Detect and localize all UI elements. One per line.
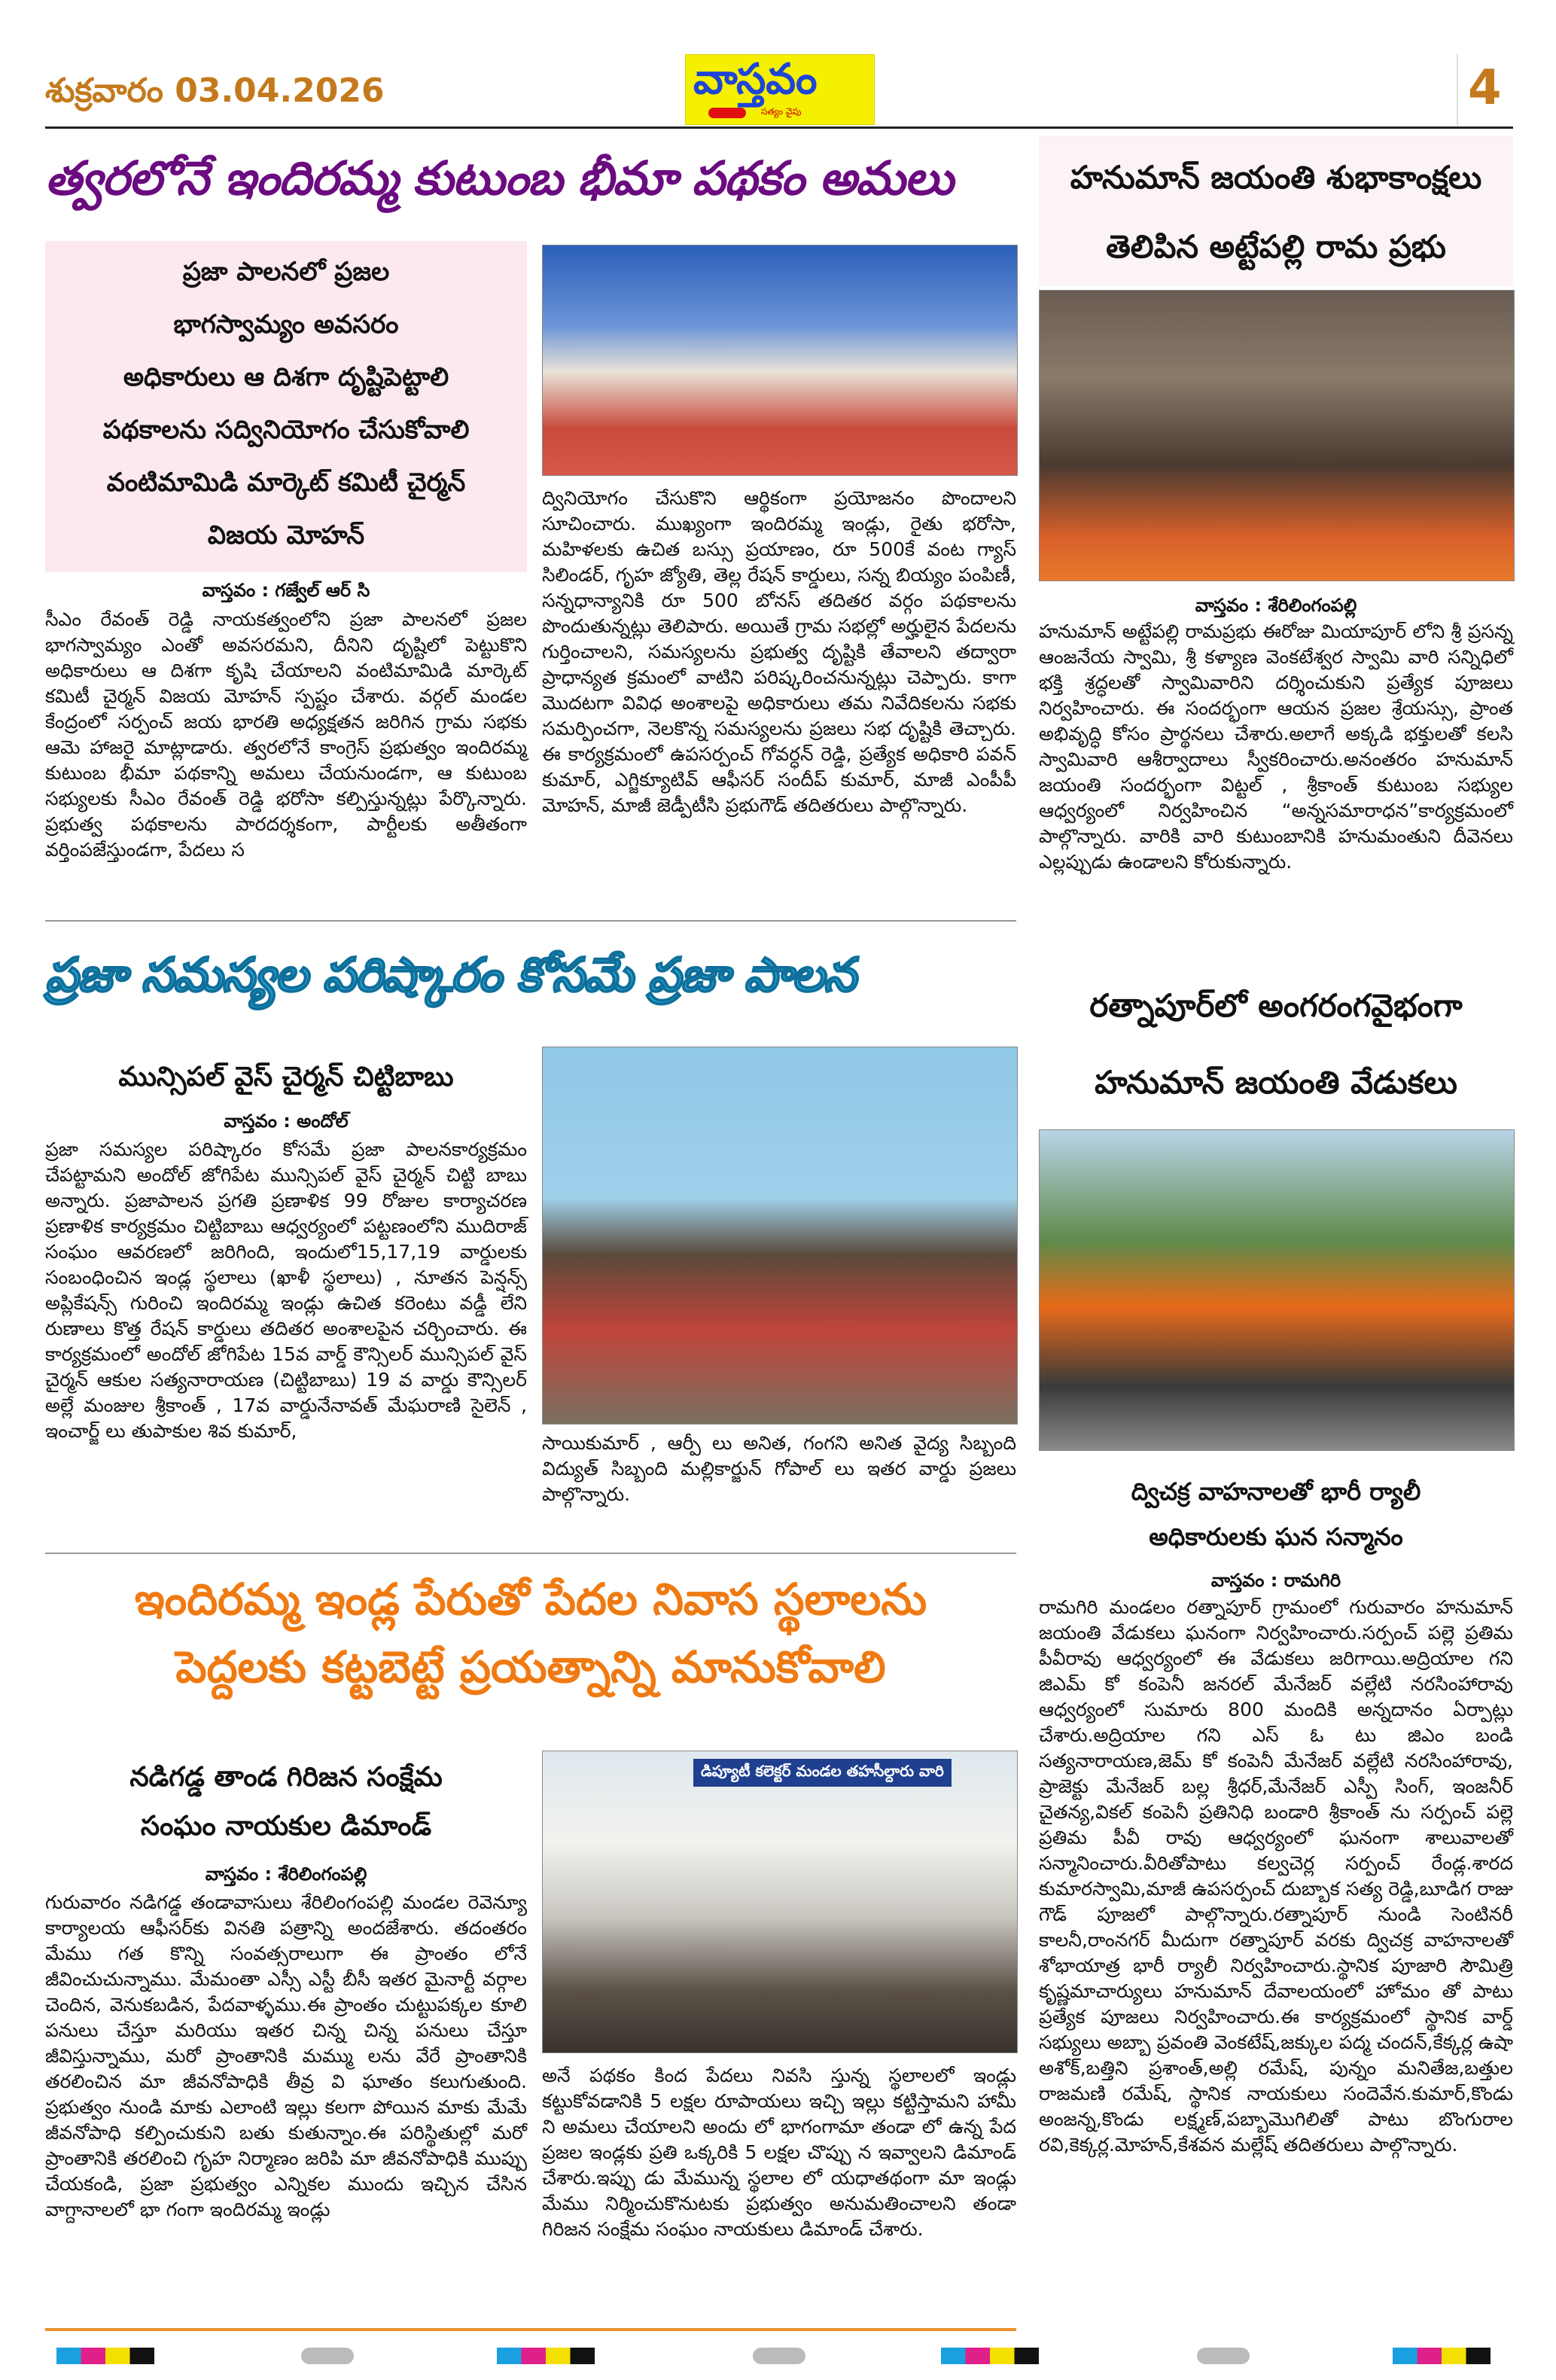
right1-headline-line1: హనుమాన్ జయంతి శుభాకాంక్షలు [1070, 159, 1482, 196]
right1-byline: వాస్తవం : శేరిలింగంపల్లి [1195, 595, 1357, 616]
story2-body-col1: ప్రజా సమస్యల పరిష్కారం కోసమే ప్రజా పాలనకార్యక్రమం చేపట్టామని అందోల్ జోగిపేట మున్సిపల్ వైస్ చైర్మన్ చిట్టి బాబు అన్నారు. ప్రజాపాలన ప్రగతి ప్రణాళిక 99 రోజుల కార్యాచరణ ప్రణాళిక కార్యక్రమం చిట్టిబాబు ఆధ్వర్యంలో పట్టణంలోని ముదిరాజ్ సంఘం ఆవరణలో జరిగింది, ఇందులో15,17,19 వార్డులకు సంబంధించిన ఇండ్ల స్థలాలు (ఖాళీ స్థలాలు) , నూతన పెన్షన్స్ అప్లికేషన్స్ గురించి ఇందిరమ్మ ఇండ్లు ఉచిత కరెంటు వడ్డీ లేని రుణాలు కొత్త రేషన్ కార్డులు తదితర అంశాలపైన చర్చించారు. ఈ కార్యక్రమంలో అందోల్ జోగిపేట 15వ వార్డ్ కౌన్సిలర్ మున్సిపల్ వైస్ చైర్మన్ ఆకుల సత్యనారాయణ (చిట్టిబాబు) 19 వ వార్డు కౌన్సిలర్ అల్లే మంజుల శ్రీకాంత్ , 17వ వార్డునేనావత్ మేఘరాణి సైలెన్ , ఇంచార్జ్ లు తుపాకుల శివ కుమార్, [45, 1138, 527, 1442]
right1-headline-line2: తెలిపిన అట్టేపల్లి రామ ప్రభు [1106, 228, 1446, 265]
right2-byline: వాస్తవం : రామగిరి [1210, 1570, 1341, 1591]
highlight-line: వంటిమామిడి మార్కెట్ కమిటీ చైర్మన్ [106, 468, 466, 498]
story2-headline: ప్రజా సమస్యల పరిష్కారం కోసమే ప్రజా పాలన [45, 947, 856, 1002]
right1-photo [1039, 290, 1515, 581]
logo-tagline: సత్యం వైపు [761, 106, 802, 117]
section-divider [45, 920, 1016, 922]
story2-byline: వాస్తవం : అందోల్ [224, 1111, 349, 1132]
story1-byline: వాస్తవం : గజ్వేల్ ఆర్ సి [202, 580, 370, 601]
pen-icon [708, 108, 746, 118]
section-divider [45, 1553, 1016, 1554]
office-signboard: డిప్యూటీ కలెక్టర్ మండల తహసీల్దారు వారి [693, 1759, 952, 1787]
footer-rule [45, 2328, 1016, 2331]
story3-headline-line1: ఇందిరమ్మ ఇండ్ల పేరుతో పేదల నివాస స్థలాలను [134, 1574, 927, 1625]
story3-body-col2: అనే పథకం కింద పేదలు నివసి స్తున్న స్థలాలలో ఇండ్లు కట్టుకోవడానికి 5 లక్షల రూపాయలు ఇచ్చి ఇల్లు కట్టిస్తామని హామీ ని అమలు చేయాలని అందు లో భాగంగామా తండా లో ఉన్న పేద ప్రజల ఇండ్లకు ప్రతి ఒక్కరికి 5 లక్షల చొప్పు న ఇవ్వాలని డిమాండ్ చేశారు.ఇప్పు డు మేమున్న స్థలాల లో యధాతథంగా మా ఇండ్లు మేము నిర్మించుకొనుటకు ప్రభుత్వం అనుమతించాలని తండా గిరిజన సంక్షేమ సంఘం నాయకులు డిమాండ్ చేశారు. [542, 2065, 1016, 2240]
logo-text: వాస్తవం [693, 55, 818, 104]
right2-photo-bike-rally [1039, 1129, 1515, 1451]
story3-subhead-line1: నడిగడ్డ తాండ గిరిజన సంక్షేమ [129, 1762, 443, 1793]
story2-subhead: మున్సిపల్ వైస్ చైర్మన్ చిట్టిబాబు [118, 1062, 454, 1092]
story2-photo-caption: సాయికుమార్ , ఆర్పీ లు అనిత, గంగని అనిత వైద్య సిబ్బంది విద్యుత్ సిబ్బంది మల్లికార్జున్ గోపాల్ లు ఇతర వార్డు ప్రజలు పాల్గొన్నారు. [542, 1432, 1016, 1505]
story3-byline: వాస్తవం : శేరిలింగంపల్లి [205, 1863, 367, 1885]
registration-color-bar [497, 2348, 595, 2364]
newspaper-logo [685, 54, 875, 125]
highlight-line: అధికారులు ఆ దిశగా దృష్టిపెట్టాలి [123, 362, 449, 392]
story1-headline: త్వరలోనే ఇందిరమ్మ కుటుంబ భీమా పథకం అమలు [45, 151, 953, 206]
registration-mark [1197, 2348, 1250, 2364]
highlight-line: పథకాలను సద్వినియోగం చేసుకోవాలి [102, 415, 470, 445]
right2-headline-line2: హనుమాన్ జయంతి వేడుకలు [1095, 1064, 1457, 1101]
story3-photo-petition [542, 1751, 1018, 2053]
story3-headline-line2: పెద్దలకు కట్టబెట్టే ప్రయత్నాన్ని మానుకోవాలి [175, 1641, 886, 1693]
header-rule [45, 126, 1513, 129]
registration-color-bar [56, 2348, 154, 2364]
registration-mark [301, 2348, 354, 2364]
right2-subhead-line2: అధికారులకు ఘన సన్మానం [1149, 1522, 1403, 1551]
registration-mark [753, 2348, 805, 2364]
right2-body: రామగిరి మండలం రత్నాపూర్ గ్రామంలో గురువారం హనుమాన్ జయంతి వేడుకలు ఘనంగా నిర్వహించారు.సర్పంచ్ పల్లె ప్రతిమ పీవీరావు ఆధ్వర్యంలో ఈ వేడుకలు జరిగాయి.అద్రియాల గని జిఎమ్ కో కంపెనీ జనరల్ మేనేజర్ వల్లేటి నరసింహారావు ఆధ్వర్యంలో సుమారు 800 మందికి అన్నదానం ఏర్పాట్లు చేశారు.అద్రియాల గని ఎస్ ఓ టు జిఎం బండి సత్యనారాయణ,జెమ్ కో కంపెనీ మేనేజర్ వల్లేటి నరసింహారావు, ప్రాజెక్టు మేనేజర్ బల్ల శ్రీధర్,మేనేజర్ ఎస్పీ సింగ్, ఇంజనీర్ చైతన్య,వికల్ కంపెనీ ప్రతినిధి బండారి శ్రీకాంత్ ను సర్పంచ్ పల్లె ప్రతిమ పీవీ రావు ఆధ్వర్యంలో ఘనంగా శాలువాలతో సన్మానించారు.వీరితోపాటు కల్వచెర్ల సర్పంచ్ రేండ్ల.శారద కుమారస్వామి,మాజీ ఉపసర్పంచ్ దుబ్బాక సత్య రెడ్డి,బూడిగ రాజు గౌడ్ పూజలో పాల్గొన్నారు.రత్నాపూర్ నుండి సెంటినరీ కాలనీ,రాంనగర్ మీదుగా రత్నాపూర్ వరకు ద్విచక్ర వాహనాలతో శోభాయాత్ర భారీ ర్యాలీ నిర్వహించారు.స్థానిక పూజారి సౌమిత్రి కృష్ణమాచార్యులు హనుమాన్ దేవాలయంలో హోమం తో పాటు ప్రత్యేక పూజలు నిర్వహించారు.ఈ కార్యక్రమంలో స్థానిక వార్డ్ సభ్యులు అబ్బా ప్రవంతి వెంకటేష్,జక్కుల పద్మ చందన్,కేక్కర్ల ఉషా అశోక్,బత్తిని ప్రశాంత్,అల్లి రమేష్, పున్నం మనితేజ,బత్తుల రాజమణి రమేష్, స్థానిక నాయకులు సందెవేన.కుమార్,కొండు అంజన్న,కొండు లక్ష్మణ్,పబ్బామొగిలితో పాటు బొంగురాల రవి,కెక్కర్ల.మోహన్,కేశవన మల్లేష్ తదితరులు పాల్గొన్నారు. [1039, 1596, 1513, 2156]
story1-body-col1: సీఎం రేవంత్ రెడ్డి నాయకత్వంలోని ప్రజా పాలనలో ప్రజల భాగస్వామ్యం ఎంతో అవసరమని, దీనిని దృష్టిలో పెట్టుకొని అధికారులు ఆ దిశగా కృషి చేయాలని వంటిమామిడి మార్కెట్ కమిటీ చైర్మన్ విజయ మోహన్ స్పష్టం చేశారు. వర్గల్ మండల కేంద్రంలో సర్పంచ్ జయ భారతి అధ్యక్షతన జరిగిన గ్రామ సభకు ఆమె హాజరై మాట్లాడారు. త్వరలోనే కాంగ్రెస్ ప్రభుత్వం ఇందిరమ్మ కుటుంబ భీమా పథకాన్ని అమలు చేయనుండగా, ఆ కుటుంబ సభ్యులకు సీఎం రేవంత్ రెడ్డి భరోసా కల్పిస్తున్నట్లు పేర్కొన్నారు. ప్రభుత్వ పథకాలను పారదర్శకంగా, పార్టీలకు అతీతంగా వర్తింపజేస్తుండగా, పేదలు స [45, 608, 527, 861]
right2-headline-line1: రత్నాపూర్‌లో అంగరంగవైభంగా [1089, 987, 1463, 1024]
story1-highlights [45, 241, 527, 572]
story1-body-col2: ద్వినియోగం చేసుకొని ఆర్థికంగా ప్రయోజనం పొందాలని సూచించారు. ముఖ్యంగా ఇందిరమ్మ ఇండ్లు, రైతు భరోసా, మహిళలకు ఉచిత బస్సు ప్రయాణం, రూ 500కే వంట గ్యాస్ సిలిండర్, గృహ జ్యోతి, తెల్ల రేషన్ కార్డులు, సన్న బియ్యం పంపిణీ, సన్నధాన్యానికి రూ 500 బోనస్ తదితర వర్గం పథకాలను పొందుతున్నట్లు తెలిపారు. అయితే గ్రామ సభల్లో అర్హులైన పేదలను గుర్తించాలని, సమస్యలను ప్రభుత్వ దృష్టికి తేవాలని తద్వారా ప్రాధాన్యత క్రమంలో వాటిని పరిష్కరించనున్నట్లు చెప్పారు. కాగా మొదటగా వివిధ అంశాలపై అధికారులు తమ నివేదికలను సభకు సమర్పించగా, నెలకొన్న సమస్యలను ప్రజలు సభ దృష్టికి తెచ్చారు. ఈ కార్యక్రమంలో ఉపసర్పంచ్ గోవర్ధన్ రెడ్డి, ప్రత్యేక అధికారి పవన్ కుమార్, ఎగ్జిక్యూటివ్ ఆఫీసర్ సందీప్ కుమార్, మాజీ ఎంపీపీ మోహన్, మాజీ జెడ్పీటీసి ప్రభుగౌడ్ తదితరులు పాల్గొన్నారు. [542, 487, 1016, 816]
page-number: 4 [1468, 60, 1502, 116]
right2-subhead-line1: ద్విచక్ర వాహనాలతో భారీ ర్యాలీ [1131, 1477, 1421, 1506]
issue-date: శుక్రవారం 03.04.2026 [45, 72, 385, 110]
story1-photo-gram-sabha [542, 245, 1018, 476]
story3-body-col1: గురువారం నడిగడ్డ తండావాసులు శేరిలింగంపల్లి మండల రెవెన్యూ కార్యాలయ ఆఫీసర్‌కు వినతి పత్రాన్ని అందజేశారు. తదంతరం మేము గత కొన్ని సంవత్సరాలుగా ఈ ప్రాంతం లోనే జీవించుచున్నాము. మేమంతా ఎస్సీ ఎస్టీ బీసీ ఇతర మైనార్టీ వర్గాల చెందిన, వెనుకబడిన, పేదవాళ్ళము.ఈ ప్రాంతం చుట్టుపక్కల కూలి పనులు చేస్తూ మరియు ఇతర చిన్న చిన్న పనులు చేస్తూ జీవిస్తున్నాము, మరో ప్రాంతానికి మమ్ము లను వేరే ప్రాంతానికి తరలించిన మా జీవనోపాధికి తీవ్ర వి ఘాతం కలుగుతుంది. ప్రభుత్వం నుండి మాకు ఎలాంటి ఇల్లు కలగా పోయిన మాకు మేమే జీవనోపాధి కల్పించుకుని బతు కుతున్నాం.ఈ పరిస్థితుల్లో మరో ప్రాంతానికి తరలించి గృహ నిర్మాణం జరిపి మా జీవనోపాధికి ముప్పు చేయకండి, ప్రజా ప్రభుత్వం ఎన్నికల ముందు ఇచ్చిన చేసిన వాగ్దానాలలో భా గంగా ఇందిరమ్మ ఇండ్లు [45, 1891, 527, 2220]
registration-color-bar [1393, 2348, 1491, 2364]
right1-body: హనుమాన్ అట్టేపల్లి రామప్రభు ఈరోజు మియాపూర్ లోని శ్రీ ప్రసన్న ఆంజనేయ స్వామి, శ్రీ కళ్యాణ వెంకటేశ్వర స్వామి వారి సన్నిధిలో భక్తి శ్రద్ధలతో స్వామివారిని దర్శించుకుని ప్రత్యేక పూజలు నిర్వహించారు. ఈ సందర్భంగా ఆయన ప్రజల శ్రేయస్సు, ప్రాంత అభివృద్ధి కోసం ప్రార్థనలు చేశారు.అలాగే అక్కడి భక్తులతో కలసి స్వామివారి ఆశీర్వాదాలు స్వీకరించారు.అనంతరం హనుమాన్ జయంతి సందర్భంగా విట్టల్ , శ్రీకాంత్ కుటుంబ సభ్యుల ఆధ్వర్యంలో నిర్వహించిన “అన్నసమారాధన”కార్యక్రమంలో పాల్గొన్నారు. వారికి వారి కుటుంబానికి హనుమంతుని దీవెనలు ఎల్లప్పుడు ఉండాలని కోరుకున్నారు. [1039, 620, 1513, 873]
highlight-line: విజయ మోహన్ [207, 520, 365, 550]
highlight-line: భాగస్వామ్యం అవసరం [173, 309, 399, 340]
story3-subhead-line2: సంఘం నాయకుల డిమాండ్ [140, 1811, 432, 1842]
header-separator [1457, 54, 1458, 126]
highlight-line: ప్రజా పాలనలో ప్రజల [182, 257, 390, 287]
registration-color-bar [941, 2348, 1039, 2364]
story2-photo-meeting [542, 1047, 1018, 1425]
